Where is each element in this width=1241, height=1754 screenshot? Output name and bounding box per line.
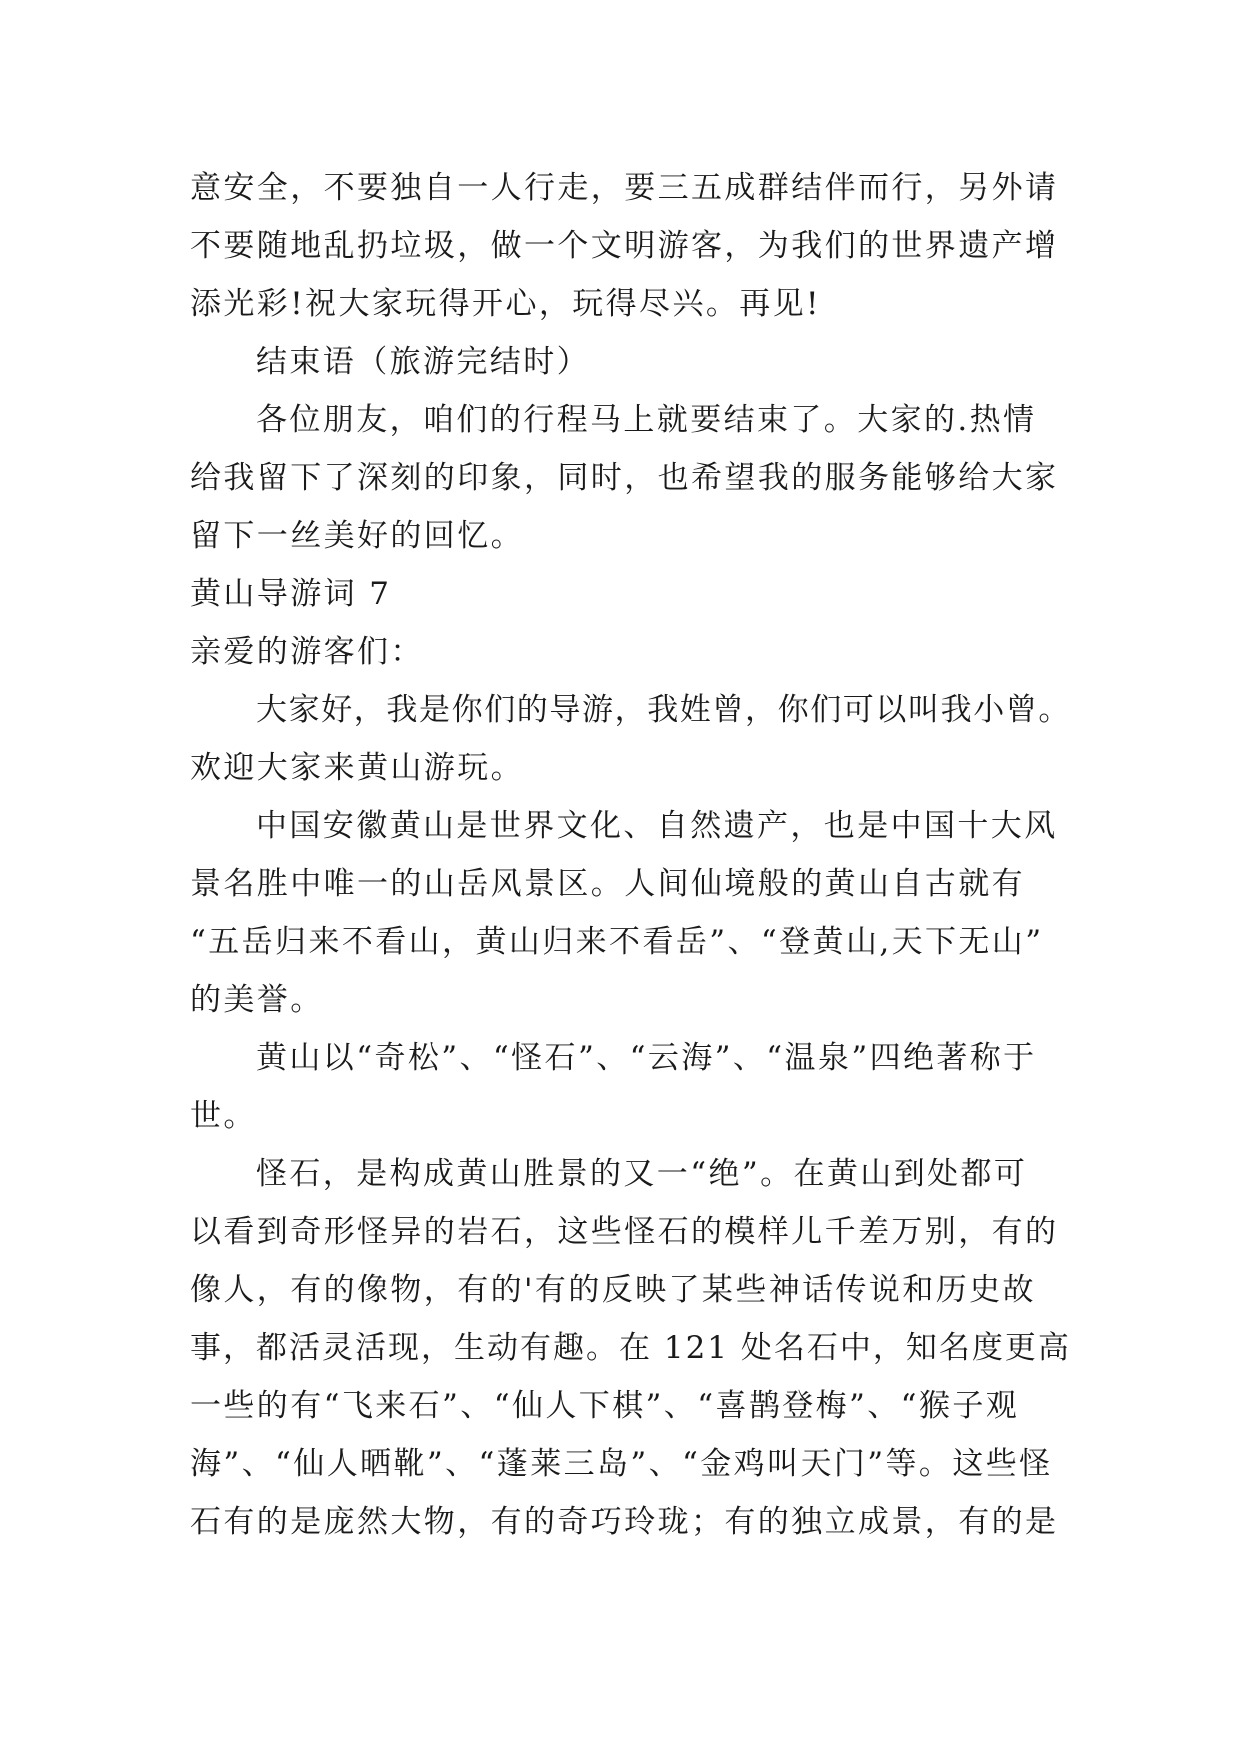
text-line: 欢迎大家来黄山游玩。: [190, 750, 524, 786]
text-line: 添光彩!祝大家玩得开心，玩得尽兴。再见!: [190, 286, 821, 322]
text-line: “五岳归来不看山，黄山归来不看岳”、“登黄山,天下无山”: [190, 924, 1044, 960]
text-line: 石有的是庞然大物，有的奇巧玲珑；有的独立成景，有的是: [190, 1504, 1059, 1540]
text-line: 一些的有“飞来石”、“仙人下棋”、“喜鹊登梅”、“猴子观: [190, 1388, 1020, 1424]
text-line: 海”、“仙人晒靴”、“蓬莱三岛”、“金鸡叫天门”等。这些怪: [190, 1446, 1053, 1482]
text-line: 意安全，不要独自一人行走，要三五成群结伴而行，另外请: [190, 170, 1059, 206]
article-title: 黄山导游词 7: [190, 576, 392, 612]
text-line: 世。: [190, 1098, 257, 1134]
text-line: 留下一丝美好的回忆。: [190, 518, 524, 554]
text-line: 黄山以“奇松”、“怪石”、“云海”、“温泉”四绝著称于: [256, 1040, 1037, 1076]
salutation: 亲爱的游客们：: [190, 634, 424, 670]
text-line: 不要随地乱扔垃圾，做一个文明游客，为我们的世界遗产增: [190, 228, 1059, 264]
section-heading: 结束语（旅游完结时）: [256, 344, 590, 380]
text-line: 景名胜中唯一的山岳风景区。人间仙境般的黄山自古就有: [190, 866, 1025, 902]
text-line: 给我留下了深刻的印象，同时，也希望我的服务能够给大家: [190, 460, 1059, 496]
text-line: 大家好，我是你们的导游，我姓曾，你们可以叫我小曾。: [256, 692, 1071, 728]
text-line: 像人，有的像物，有的'有的反映了某些神话传说和历史故: [190, 1272, 1036, 1308]
text-line: 怪石，是构成黄山胜景的又一“绝”。在黄山到处都可: [256, 1156, 1028, 1192]
text-line: 各位朋友，咱们的行程马上就要结束了。大家的.热情: [256, 402, 1037, 438]
text-line: 的美誉。: [190, 982, 324, 1018]
text-line: 以看到奇形怪异的岩石，这些怪石的模样儿千差万别，有的: [190, 1214, 1059, 1250]
text-line: 中国安徽黄山是世界文化、自然遗产，也是中国十大风: [256, 808, 1058, 844]
text-line: 事，都活灵活现，生动有趣。在 121 处名石中，知名度更高: [190, 1330, 1071, 1366]
